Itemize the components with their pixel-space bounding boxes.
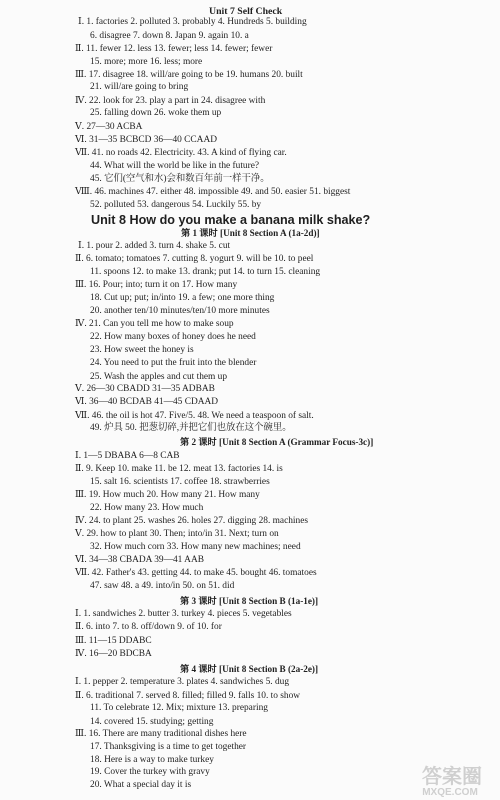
answer-line: 49. 炉具 50. 把葱切碎,并把它们也放在这个碗里。 xyxy=(90,423,292,433)
answer-line: 15. salt 16. scientists 17. coffee 18. strawberries xyxy=(90,477,270,487)
answer-line: 19. Cover the turkey with gravy xyxy=(90,767,210,777)
lesson-title: 第 3 课时 [Unit 8 Section B (1a-1e)] xyxy=(180,596,319,606)
answer-line: Ⅰ. 1. sandwiches 2. butter 3. turkey 4. pieces 5. vegetables xyxy=(75,609,292,619)
answer-line: 23. How sweet the honey is xyxy=(90,345,194,355)
answer-line: 52. polluted 53. dangerous 54. Luckily 55. by xyxy=(90,200,262,210)
answer-line: 20. What a special day it is xyxy=(90,780,192,790)
lesson-title: 第 1 课时 [Unit 8 Section A (1a-2d)] xyxy=(181,228,320,238)
answer-line: Ⅶ. 41. no roads 42. Electricity. 43. A kind of flying car. xyxy=(75,148,287,158)
answer-line: Ⅰ. 1—5 DBABA 6—8 CAB xyxy=(75,451,180,461)
answer-line: 17. Thanksgiving is a time to get together xyxy=(90,742,247,752)
answer-line: Ⅱ. 11. fewer 12. less 13. fewer; less 14. fewer; fewer xyxy=(75,44,273,54)
answer-line: 25. Wash the apples and cut them up xyxy=(90,372,228,382)
answer-line: 6. disagree 7. down 8. Japan 9. again 10. a xyxy=(90,31,249,41)
answer-line: 32. How much corn 33. How many new machines; need xyxy=(90,542,301,552)
answer-line: Ⅲ. 19. How much 20. How many 21. How many xyxy=(75,490,260,500)
answer-line: 47. saw 48. a 49. into/in 50. on 51. did xyxy=(90,581,235,591)
answer-line: Ⅱ. 6. tomato; tomatoes 7. cutting 8. yogurt 9. will be 10. to peel xyxy=(75,254,314,264)
answer-line: Ⅰ. 1. pepper 2. temperature 3. plates 4. sandwiches 5. dug xyxy=(75,677,290,687)
watermark-logo: 答案圈 xyxy=(422,764,482,788)
answer-line: Ⅳ. 21. Can you tell me how to make soup xyxy=(75,319,234,329)
answer-line: Ⅲ. 11—15 DDABC xyxy=(75,636,152,646)
answer-line: 25. falling down 26. woke them up xyxy=(90,108,222,118)
answer-line: 21. will/are going to bring xyxy=(90,82,189,92)
watermark-url: MXQE.COM xyxy=(422,787,478,798)
answer-line: 45. 它们(空气和水)会和数百年前一样干净。 xyxy=(90,174,270,184)
answer-line: 11. spoons 12. to make 13. drank; put 14. to turn 15. cleaning xyxy=(90,267,321,277)
answer-line: Ⅷ. 46. machines 47. either 48. impossible 49. and 50. easier 51. biggest xyxy=(75,187,351,197)
answer-line: Ⅰ. 1. factories 2. polluted 3. probably 4. Hundreds 5. building xyxy=(78,17,307,27)
answer-line: 44. What will the world be like in the future? xyxy=(90,161,260,171)
answer-line: Ⅶ. 46. the oil is hot 47. Five/5. 48. We need a teaspoon of salt. xyxy=(75,411,314,421)
answer-line: Ⅲ. 16. There are many traditional dishes here xyxy=(75,729,247,739)
answer-line: 22. How many 23. How much xyxy=(90,503,204,513)
unit-title: Unit 8 How do you make a banana milk shake? xyxy=(91,213,371,227)
answer-line: Ⅳ. 16—20 BDCBA xyxy=(75,649,152,659)
answer-line: 18. Cut up; put; in/into 19. a few; one more thing xyxy=(90,293,275,303)
answer-line: Ⅱ. 9. Keep 10. make 11. be 12. meat 13. factories 14. is xyxy=(75,464,283,474)
answer-line: Ⅲ. 16. Pour; into; turn it on 17. How many xyxy=(75,280,238,290)
answer-line: Ⅳ. 24. to plant 25. washes 26. holes 27. digging 28. machines xyxy=(75,516,309,526)
answer-line: Ⅴ. 27—30 ACBA xyxy=(75,122,143,132)
lesson-title: 第 4 课时 [Unit 8 Section B (2a-2e)] xyxy=(180,664,319,674)
answer-line: 18. Here is a way to make turkey xyxy=(90,755,214,765)
answer-line: Ⅲ. 17. disagree 18. will/are going to be 19. humans 20. built xyxy=(75,70,303,80)
answer-line: Ⅱ. 6. traditional 7. served 8. filled; filled 9. falls 10. to show xyxy=(75,691,301,701)
answer-line: 22. How many boxes of honey does he need xyxy=(90,332,256,342)
answer-line: Ⅱ. 6. into 7. to 8. off/down 9. of 10. for xyxy=(75,622,222,632)
answer-line: 20. another ten/10 minutes/ten/10 more minutes xyxy=(90,306,270,316)
lesson-title: 第 2 课时 [Unit 8 Section A (Grammar Focus-3c)] xyxy=(180,437,374,447)
answer-line: Ⅴ. 26—30 CBADD 31—35 ADBAB xyxy=(75,384,215,394)
answer-line: Ⅵ. 31—35 BCBCD 36—40 CCAAD xyxy=(75,135,217,145)
answer-line: Ⅳ. 22. look for 23. play a part in 24. disagree with xyxy=(75,96,266,106)
answer-line: 15. more; more 16. less; more xyxy=(90,57,203,67)
answer-line: 11. To celebrate 12. Mix; mixture 13. preparing xyxy=(90,703,268,713)
answer-line: Ⅵ. 34—38 CBADA 39—41 AAB xyxy=(75,555,204,565)
answer-line: Ⅰ. 1. pour 2. added 3. turn 4. shake 5. cut xyxy=(78,241,231,251)
answer-line: Ⅵ. 36—40 BCDAB 41—45 CDAAD xyxy=(75,397,219,407)
answer-line: 24. You need to put the fruit into the blender xyxy=(90,358,257,368)
answer-line: Ⅴ. 29. how to plant 30. Then; into/in 31. Next; turn on xyxy=(75,529,279,539)
answer-line: 14. covered 15. studying; getting xyxy=(90,717,214,727)
answer-line: Ⅶ. 42. Father's 43. getting 44. to make 45. bought 46. tomatoes xyxy=(75,568,317,578)
sec-title: Unit 7 Self Check xyxy=(209,6,283,17)
